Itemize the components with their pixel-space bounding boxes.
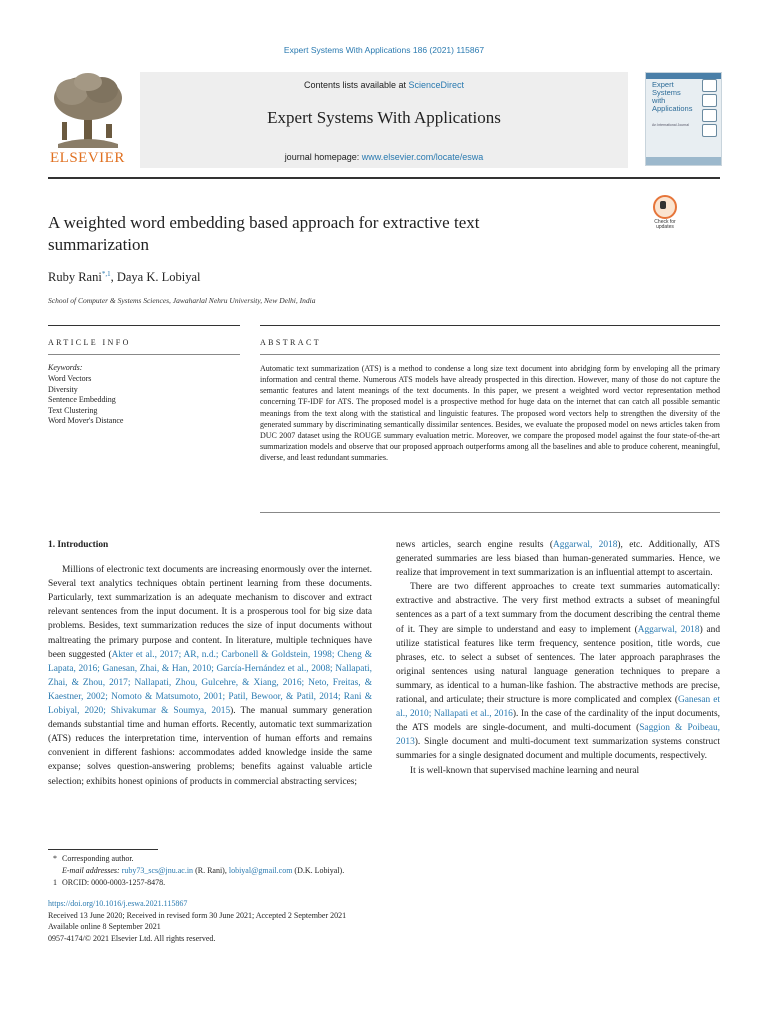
email-owner: (R. Rani), <box>193 866 229 875</box>
author-list <box>48 270 200 285</box>
cover-bottom-band <box>646 157 721 165</box>
keywords-list <box>48 374 123 427</box>
contents-prefix: Contents lists available at <box>303 80 409 90</box>
cover-square-icon <box>702 94 717 107</box>
intro-paragraph-3: It is well-known that supervised machine learning and neural <box>410 765 640 776</box>
email-link-1[interactable]: ruby73_scs@jnu.ac.in <box>121 866 194 875</box>
author-1[interactable]: Ruby Rani <box>48 270 102 285</box>
affiliation: School of Computer & Systems Sciences, Jawaharlal Nehru University, New Delhi, India <box>48 296 316 305</box>
text-run: Millions of electronic text documents are increasing enormously over the internet. Several text analytics techniques obtain pertinent learning from these documents. Particularly, text summarization is an adequate mechanism to discover and extract relevant sentences from the input document. It is a prosperous tool for big size data problems. Besides, text summarization reduces the size of input documents without maltreating the primary purpose and content. In literature, multiple techniques have been suggested ( <box>48 565 372 660</box>
article-info-rule <box>48 354 240 355</box>
author-separator: , <box>110 270 117 285</box>
homepage-line <box>140 152 628 162</box>
header-rule <box>48 177 720 179</box>
publication-info <box>48 898 720 944</box>
received-dates: Received 13 June 2020; Received in revised form 30 June 2021; Accepted 2 September 2021 <box>48 910 347 920</box>
intro-paragraph-2 <box>396 580 720 763</box>
citation-link[interactable]: Aggarwal, 2018 <box>637 624 700 635</box>
footnote-mark: * <box>53 854 57 863</box>
cover-title: Expert Systems with Applications <box>652 80 693 113</box>
keyword: Sentence Embedding <box>48 395 116 404</box>
email-label: E-mail addresses: <box>62 866 122 875</box>
intro-paragraph-1-continued <box>396 538 720 580</box>
footnote-rule <box>48 849 158 850</box>
tree-icon <box>48 72 128 150</box>
keyword: Text Clustering <box>48 405 98 415</box>
footnote-emails <box>48 865 720 877</box>
citation-link[interactable]: Akter et al., 2017; AR, n.d.; Carbonell & Goldstein, 1998; Cheng & Lapata, 2016; Ganesan, Zhai, & Han, 2010; García-Hernández et al., 2008; Nallapati, Zhai, & Zhou, 2017; Nallapati, Zhou, Gulcehre, & Xiang, 2016; Neto, Freitas, & Kaestner, 2002; Nomoto & Matsumoto, 2001; Patil, Bewoor, & Patil, 2014; Rani & Lobiyal, 2020; Shivakumar & Soumya, 2015 <box>48 649 372 717</box>
footnote-orcid <box>48 877 720 889</box>
homepage-link[interactable]: www.elsevier.com/locate/eswa <box>361 152 484 162</box>
check-updates-label: Check for updates <box>654 219 676 230</box>
footnote-text: ORCID: 0000-0003-1257-8478. <box>62 878 166 887</box>
article-info-rule-top <box>48 325 240 326</box>
author-2[interactable]: Daya K. Lobiyal <box>116 270 201 285</box>
footnote-mark: 1 <box>53 878 57 887</box>
text-run: ). The manual summary generation demands substantial time and human efforts. Recently, automatic text summarization (ATS) reduces the interpretation time, intervention of human efforts and remains convenient in different fashions: accommodates added knowledge inside the same expanse; solves question-answering problems; benefits against valuable article selection; exhibits honest opinions of products in commercial abstracting services; <box>48 706 373 787</box>
cover-square-icon <box>702 124 717 137</box>
email-owner: (D.K. Lobiyal). <box>292 866 345 875</box>
running-head-link[interactable]: Expert Systems With Applications 186 (2021) 115867 <box>283 45 485 55</box>
footnote-text: Corresponding author. <box>62 854 134 863</box>
available-online: Available online 8 September 2021 <box>48 922 161 931</box>
text-run: news articles, search engine results ( <box>396 540 553 550</box>
intro-paragraph-1 <box>48 563 372 789</box>
running-head[interactable] <box>0 45 768 55</box>
sciencedirect-link[interactable]: ScienceDirect <box>408 80 465 90</box>
check-updates-icon <box>653 195 677 219</box>
abstract-text: Automatic text summarization (ATS) is a method to condense a long size text document into abridging form by enveloping all the primary information and central theme. Numerous ATS models have already prospected in this direction. However, many of those do not capture the semantic features and latent meanings of the text documents. In this paper, we present a weighted word vector representation method concerning TF-IDF for ATS. The proposed model is a prospective method for huge data on the internet that can catch all possible semantic meanings from the text along with the statistical and linguistic features. The proposed word vectors help to strengthen the diversity of the generated summary by discriminating semantically dissimilar sentences. Besides, we evaluate the proposed model on news articles taken from DUC 2007 dataset using the ROUGE summary evaluation metric. Moreover, we compare the proposed model against the four state-of-the-art summarization models and observe that our proposed approach outperforms among all the baselines and able to produce coherent, meaningful, diverse, and least redundant summaries. <box>260 364 720 463</box>
body-column-right <box>396 538 720 778</box>
footnote-corresponding <box>48 853 720 865</box>
abstract-rule-bottom <box>260 512 720 513</box>
citation-link[interactable]: Ganesan et al., 2010; Nallapati et al., 2016 <box>396 695 720 720</box>
text-run: ) and utilize statistical features like term frequency, sentence position, title words, cue phrases, etc. to select a subset of sentences. The later approach paraphrases the original sentences using natural language generation techniques to prepare a summary, as identical to a human-like fashion. The abstractive methods are precise, rational, and articulate; their structure is more complicated and complex ( <box>396 624 721 706</box>
cover-square-icon <box>702 79 717 92</box>
abstract-rule <box>260 354 720 355</box>
journal-title: Expert Systems With Applications <box>267 108 501 127</box>
footnotes <box>48 853 720 889</box>
citation-link[interactable]: Saggion & Poibeau, 2013 <box>396 723 720 748</box>
journal-cover[interactable] <box>645 72 722 166</box>
doi-link[interactable]: https://doi.org/10.1016/j.eswa.2021.115867 <box>48 899 188 908</box>
keyword: Word Mover's Distance <box>48 416 124 425</box>
body-column-left <box>48 538 372 789</box>
citation-link[interactable]: Aggarwal, 2018 <box>553 540 618 550</box>
publisher-wordmark: ELSEVIER <box>50 150 125 166</box>
cover-square-icon <box>702 109 717 122</box>
article-title: A weighted word embedding based approach for extractive text summarization <box>48 213 480 254</box>
keyword: Word Vectors <box>48 374 92 383</box>
email-link-2[interactable]: lobiyal@gmail.com <box>228 866 293 875</box>
homepage-prefix: journal homepage: <box>284 152 362 162</box>
keywords-heading: Keywords: <box>48 363 83 372</box>
check-for-updates-badge[interactable] <box>650 195 680 229</box>
abstract-rule-top <box>260 325 720 326</box>
keyword: Diversity <box>48 384 78 394</box>
article-info-label: ARTICLE INFO <box>48 338 131 347</box>
text-run: There are two different approaches to create text summaries automatically: extractive and abstractive. The very first method extracts a subset of meaningful sentences as a part of a text summary from the document describing the central theme of it. They are simple to understand and easy to implement ( <box>396 582 720 635</box>
author-1-marks[interactable]: *,1 <box>101 270 111 278</box>
text-run: ). In the case of the cardinality of the input documents, the ATS models are single-document, and multi-document ( <box>396 709 720 734</box>
section-heading-introduction: 1. Introduction <box>48 540 109 550</box>
cover-icons <box>702 79 718 139</box>
cover-subtitle: An International Journal <box>652 123 689 127</box>
text-run: ), etc. Additionally, ATS generated summaries are less biased than human-generated summaries. Hence, we realize that improvement in text summarization is an influential attempt to ascertain. <box>396 540 720 579</box>
contents-line <box>140 80 628 90</box>
copyright: 0957-4174/© 2021 Elsevier Ltd. All rights reserved. <box>48 933 216 943</box>
abstract-label: ABSTRACT <box>260 338 321 347</box>
text-run: ). Single document and multi-document text summarization systems construct summaries for a single designated document and multiple documents, respectively. <box>396 737 720 762</box>
